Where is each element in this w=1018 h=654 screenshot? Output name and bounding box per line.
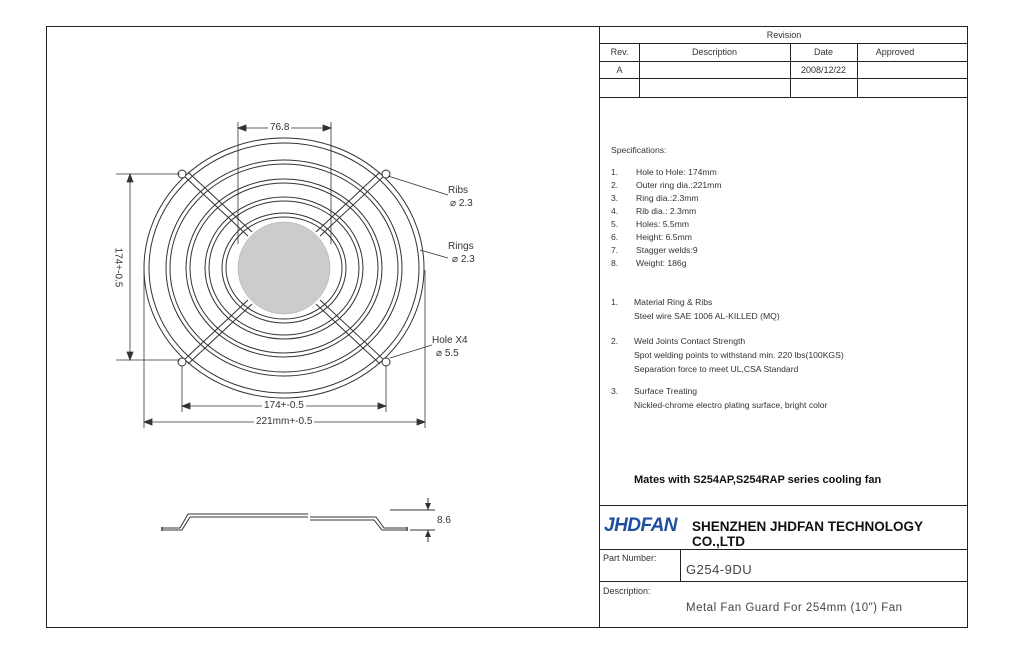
spec-item-number: 5. xyxy=(611,219,619,229)
diameter-icon: ⌀ xyxy=(436,348,443,359)
dim-outer-value: 221mm+-0.5 xyxy=(256,416,313,427)
spec-item-number: 1. xyxy=(611,167,619,177)
dim-hole-value: 174+-0.5 xyxy=(264,400,304,411)
spec-item-text: Height: 6.5mm xyxy=(636,232,692,242)
note-number: 1. xyxy=(611,297,619,307)
spec-item-number: 6. xyxy=(611,232,619,242)
note-line2: Nickled-chrome electro plating surface, bright color xyxy=(634,400,828,410)
note-number: 3. xyxy=(611,386,619,396)
company-name: SHENZHEN JHDFAN TECHNOLOGY CO.,LTD xyxy=(692,519,923,549)
rev-value: A xyxy=(616,65,623,75)
rev-date: 2008/12/22 xyxy=(800,65,847,75)
title-block xyxy=(599,505,968,628)
header-approved: Approved xyxy=(875,47,915,57)
spec-item-number: 4. xyxy=(611,206,619,216)
center-plate xyxy=(238,222,330,314)
note-line2: Steel wire SAE 1006 AL-KILLED (MQ) xyxy=(634,311,780,321)
spec-item-text: Outer ring dia.:221mm xyxy=(636,180,722,190)
dim-top-value: 76.8 xyxy=(270,122,290,133)
spec-item-text: Holes: 5.5mm xyxy=(636,219,690,229)
ribs-label: Ribs xyxy=(448,185,469,196)
spec-item-number: 7. xyxy=(611,245,619,255)
note-line1: Surface Treating xyxy=(634,386,698,396)
spec-item-text: Weight: 186g xyxy=(636,258,687,268)
description-label: Description: xyxy=(603,586,651,596)
mates-text: Mates with S254AP,S254RAP series cooling fan xyxy=(634,474,882,486)
diameter-icon: ⌀ xyxy=(452,254,459,265)
side-view xyxy=(161,498,435,542)
spec-item-text: Hole to Hole: 174mm xyxy=(636,167,717,177)
height-value: 8.6 xyxy=(437,515,451,526)
spec-item-number: 2. xyxy=(611,180,619,190)
note-line3: Separation force to meet UL,CSA Standard xyxy=(634,364,799,374)
header-date: Date xyxy=(813,47,833,57)
height-arrows xyxy=(425,503,431,537)
revision-table xyxy=(599,26,968,98)
spec-item-text: Ring dia.:2.3mm xyxy=(636,193,699,203)
rings-spec: ⌀ 2.3 xyxy=(452,254,475,265)
header-description: Description xyxy=(691,47,738,57)
part-number-value: G254-9DU xyxy=(686,562,753,577)
header-rev: Rev. xyxy=(610,47,629,57)
spec-item-number: 3. xyxy=(611,193,619,203)
note-number: 2. xyxy=(611,336,619,346)
description-value: Metal Fan Guard For 254mm (10") Fan xyxy=(686,602,903,614)
spec-item-text: Stagger welds:9 xyxy=(636,245,698,255)
company-logo: JHDFAN xyxy=(604,515,678,536)
rings-label: Rings xyxy=(448,241,474,252)
note-line2: Spot welding points to withstand min. 220 lbs(100KGS) xyxy=(634,350,844,360)
note-line1: Weld Joints Contact Strength xyxy=(634,336,746,346)
dim-left-value: 174+-0.5 xyxy=(112,247,124,288)
part-number-label: Part Number: xyxy=(603,553,657,563)
ribs-spec: ⌀ 2.3 xyxy=(450,198,473,209)
spec-title: Specifications: xyxy=(611,145,667,155)
revision-title: Revision xyxy=(766,30,802,40)
spec-item-text: Rib dia.: 2.3mm xyxy=(636,206,697,216)
hole-spec: ⌀ 5.5 xyxy=(436,348,459,359)
hole-label: Hole X4 xyxy=(432,335,468,346)
spec-item-number: 8. xyxy=(611,258,619,268)
diameter-icon: ⌀ xyxy=(450,198,457,209)
note-line1: Material Ring & Ribs xyxy=(634,297,713,307)
